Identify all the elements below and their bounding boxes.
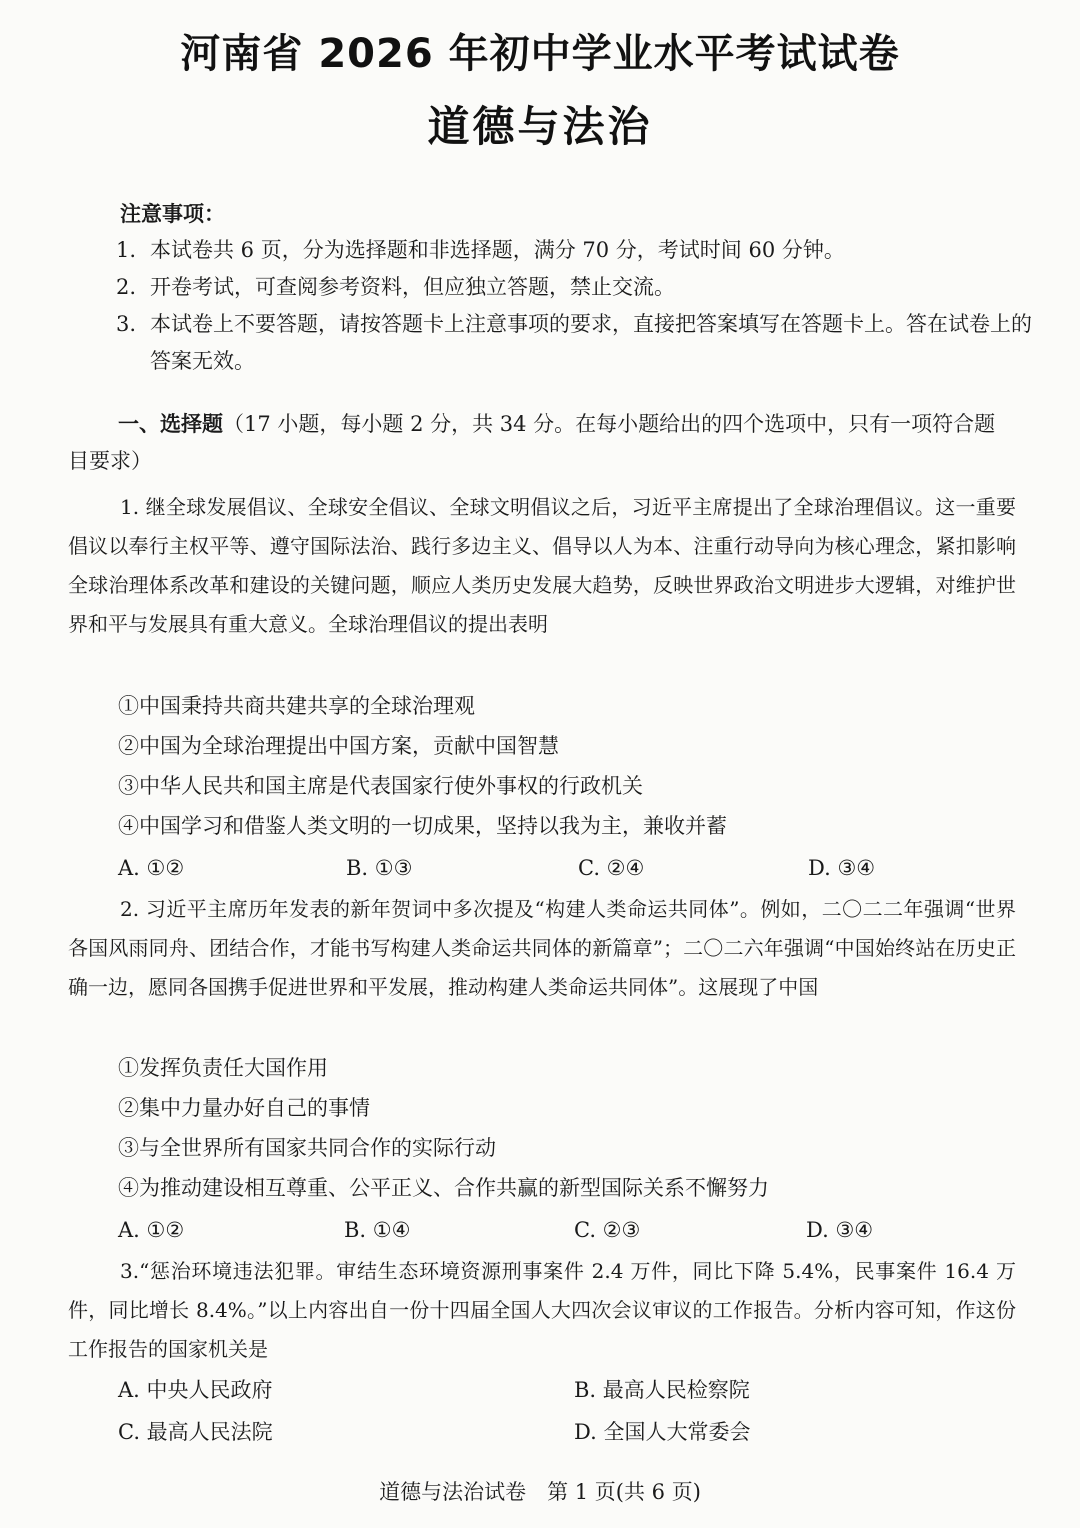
question-3-stem: 3.“惩治环境违法犯罪。审结生态环境资源刑事案件 2.4 万件，同比下降 5.4%，民事案件 16.4 万件，同比增长 8.4%。”以上内容出自一份十四届全国人大四次会议审议的工作报告。分析内容可知，作这份工作报告的国家机关是 [68, 1259, 1016, 1361]
statement-item: ②集中力量办好自己的事情 [118, 1096, 370, 1120]
choice-c: C. ②③ [574, 1218, 641, 1242]
question-1-choices [118, 848, 1018, 888]
notice-item-text: 开卷考试，可查阅参考资料，但应独立答题，禁止交流。 [150, 275, 675, 299]
notice-item-text: 本试卷共 6 页，分为选择题和非选择题，满分 70 分，考试时间 60 分钟。 [150, 238, 845, 262]
notice-item [116, 306, 1036, 380]
notice-item-number: 1. [116, 238, 137, 262]
choice-b: B. ①③ [346, 856, 413, 880]
choice-b: B. 最高人民检察院 [574, 1378, 750, 1402]
choice-b: B. ①④ [344, 1218, 411, 1242]
notice-item [116, 232, 1036, 269]
question-3-choices-row1 [118, 1370, 1018, 1410]
question-2-statements [118, 1048, 1018, 1208]
question-1-stem: 1. 继全球发展倡议、全球安全倡议、全球文明倡议之后，习近平主席提出了全球治理倡议。这一重要倡议以奉行主权平等、遵守国际法治、践行多边主义、倡导以人为本、注重行动导向为核心理念，紧扣影响全球治理体系改革和建设的关键问题，顺应人类历史发展大趋势，反映世界政治文明进步大逻辑，对维护世界和平与发展具有重大意义。全球治理倡议的提出表明 [68, 495, 1016, 636]
question-2-choices [118, 1210, 1018, 1250]
choice-a: A. ①② [118, 856, 185, 880]
choice-d: D. ③④ [806, 1218, 874, 1242]
statement-item: ③与全世界所有国家共同合作的实际行动 [118, 1136, 496, 1160]
question-2-stem: 2. 习近平主席历年发表的新年贺词中多次提及“构建人类命运共同体”。例如，二〇二二年强调“世界各国风雨同舟、团结合作，才能书写构建人类命运共同体的新篇章”；二〇二六年强调“中国始终站在历史正确一边，愿同各国携手促进世界和平发展，推动构建人类命运共同体”。这展现了中国 [68, 897, 1016, 999]
section-title: 一、选择题 [118, 412, 223, 436]
section-heading [68, 406, 1016, 480]
exam-title: 河南省 2026 年初中学业水平考试试卷 [180, 31, 900, 77]
choice-a: A. 中央人民政府 [118, 1378, 273, 1402]
notice-item-number: 3. [116, 312, 137, 336]
page-footer: 道德与法治试卷 第 1 页(共 6 页) [379, 1480, 701, 1504]
choice-a: A. ①② [118, 1218, 185, 1242]
question-1-statements [118, 686, 1018, 846]
subject-title: 道德与法治 [427, 102, 653, 151]
statement-item: ③中华人民共和国主席是代表国家行使外事权的行政机关 [118, 774, 643, 798]
choice-d: D. ③④ [808, 856, 876, 880]
notice-item-number: 2. [116, 275, 137, 299]
notice-item [116, 269, 1036, 306]
statement-item: ②中国为全球治理提出中国方案，贡献中国智慧 [118, 734, 559, 758]
question-3-choices-row2 [118, 1412, 1018, 1452]
choice-c: C. 最高人民法院 [118, 1420, 273, 1444]
notice-heading: 注意事项： [120, 202, 225, 226]
notice-item-text: 本试卷上不要答题，请按答题卡上注意事项的要求，直接把答案填写在答题卡上。答在试卷上的答案无效。 [150, 312, 1032, 373]
choice-c: C. ②④ [578, 856, 645, 880]
section-instruction: （17 小题，每小题 2 分，共 34 分。在每小题给出的四个选项中，只有一项符合题目要求） [68, 412, 996, 473]
notice-list [116, 232, 1036, 380]
statement-item: ④中国学习和借鉴人类文明的一切成果，坚持以我为主，兼收并蓄 [118, 814, 727, 838]
statement-item: ①中国秉持共商共建共享的全球治理观 [118, 694, 475, 718]
statement-item: ④为推动建设相互尊重、公平正义、合作共赢的新型国际关系不懈努力 [118, 1176, 769, 1200]
choice-d: D. 全国人大常委会 [574, 1420, 751, 1444]
statement-item: ①发挥负责任大国作用 [118, 1056, 328, 1080]
